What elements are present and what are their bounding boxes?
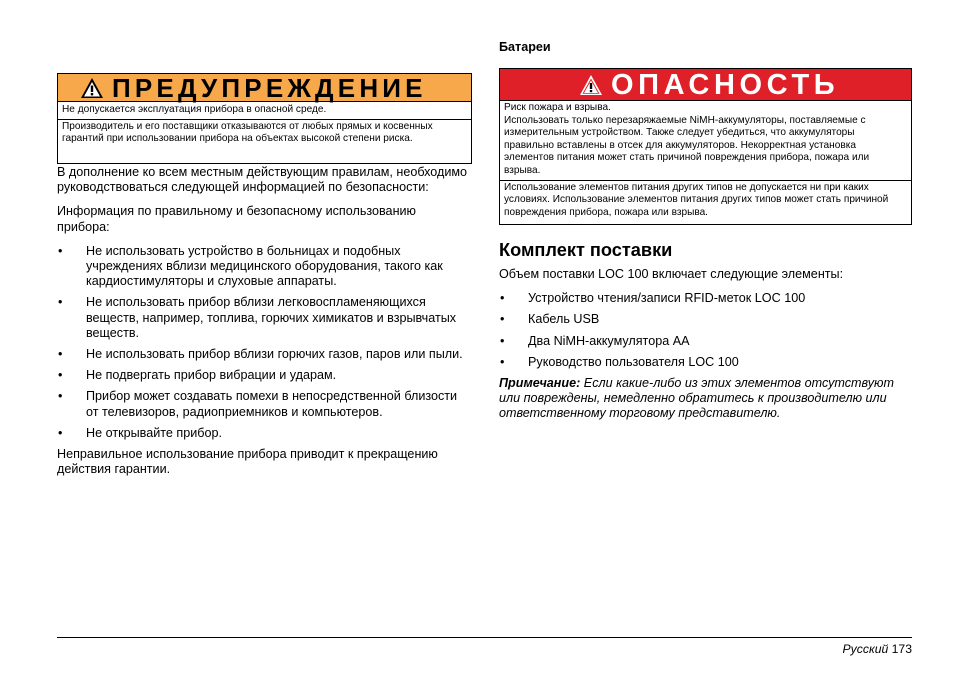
left-column [57, 165, 472, 486]
danger-header [500, 69, 911, 101]
list-item: • Не подвергать прибор вибрации и ударам. [57, 368, 472, 383]
right-column [499, 239, 912, 431]
list-item: • Руководство пользователя LOC 100 [499, 355, 912, 370]
note-text: Если какие-либо из этих элементов отсутствуют или повреждены, немедленно обратитесь к производителю или ответственному торговому представителю. [499, 376, 894, 421]
list-item: • Не использовать прибор вблизи горючих газов, паров или пыли. [57, 347, 472, 362]
warning-line: Не допускается эксплуатация прибора в опасной среде. [58, 102, 471, 120]
page-number: 173 [891, 642, 912, 656]
kit-intro: Объем поставки LOC 100 включает следующие элементы: [499, 267, 844, 281]
note-label: Примечание: [499, 376, 581, 391]
safety-intro: В дополнение ко всем местным действующим правилам, необходимо руководствоваться следующей информацией по безопасности: [57, 165, 468, 195]
warning-header [58, 74, 471, 102]
list-item: • Не использовать прибор вблизи легковоспламеняющихся веществ, например, топлива, горючих химикатов и взрывчатых веществ. [57, 295, 472, 341]
danger-line: Использование элементов питания других типов не допускается ни при каких условиях. Использование элементов питания других типов может стать причиной повреждения прибора, пожара или взрыва. [504, 181, 889, 218]
warning-title: ПРЕДУПРЕЖДЕНИЕ [112, 72, 427, 103]
warning-triangle-icon [80, 77, 104, 99]
safety-info: Информация по правильному и безопасному использованию прибора: [57, 204, 417, 234]
kit-list [499, 291, 912, 370]
danger-box [499, 68, 912, 225]
danger-line: Риск пожара и взрыва. Использовать только перезаряжаемые NiMH-аккумуляторы, поставляемые с измерительным устройством. Также следует убедиться, что аккумуляторы правильно вставлены в отсек для аккумуляторов. Некорректная установка элементов питания может стать причиной повреждения прибора, пожара или взрыва. [500, 101, 911, 181]
list-item: • Не использовать устройство в больницах и подобных учреждениях вблизи медицинского оборудования, такого как кардиостимуляторы и слуховые аппараты. [57, 244, 472, 290]
list-item: • Прибор может создавать помехи в непосредственной близости от телевизоров, радиоприемников и компьютеров. [57, 389, 472, 419]
list-item: • Не открывайте прибор. [57, 426, 472, 441]
safety-list [57, 244, 472, 441]
danger-triangle-icon [579, 74, 603, 96]
warranty-note: Неправильное использование прибора приводит к прекращению действия гарантии. [57, 447, 438, 477]
kit-note [499, 376, 912, 422]
warning-line: Производитель и его поставщики отказываются от любых прямых и косвенных гарантий при использовании прибора на объектах высокой степени риска. [62, 120, 433, 145]
footer-language: Русский [842, 642, 889, 656]
batteries-heading: Батареи [499, 40, 551, 54]
page-footer [843, 642, 912, 656]
kit-title: Комплект поставки [499, 240, 673, 260]
danger-title: ОПАСНОСТЬ [611, 68, 840, 101]
warning-box [57, 73, 472, 164]
list-item: • Устройство чтения/записи RFID-меток LOC 100 [499, 291, 912, 306]
footer-divider [57, 637, 912, 638]
list-item: • Два NiMH-аккумулятора AA [499, 334, 912, 349]
list-item: • Кабель USB [499, 312, 912, 327]
